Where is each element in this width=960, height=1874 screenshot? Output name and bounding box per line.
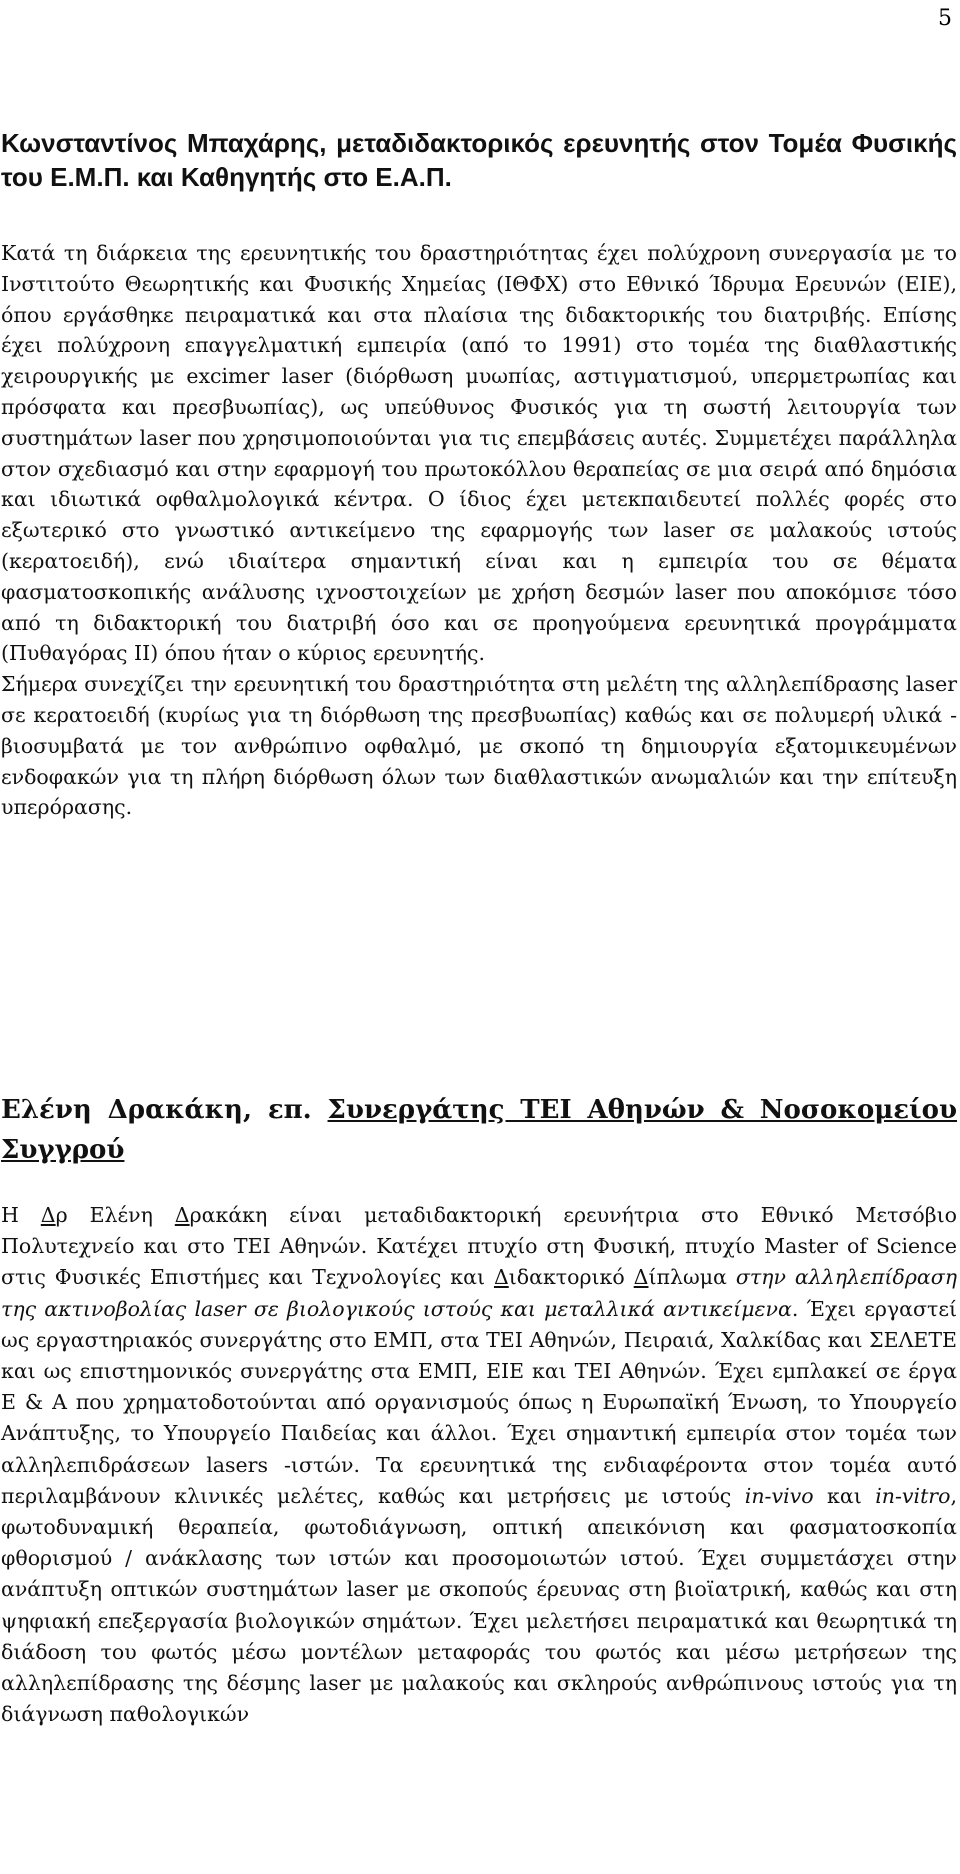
italic-text: in-vivo (744, 1483, 814, 1508)
section-drakaki-body (1, 1200, 957, 1730)
underlined-letter: Δ (174, 1203, 190, 1227)
section-bacharis (1, 126, 957, 194)
paragraph: Σήμερα συνεχίζει την ερευνητική του δραστηριότητα στη μελέτη της αλληλεπίδρασης laser σε κερατοειδή (κυρίως για τη διόρθωση της πρεσβυωπίας) καθώς και σε πολυμερή υλικά - βιοσυμβατά με τον ανθρώπινο οφθαλμό, με σκοπό τη δημιουργία εξατομικευμένων ενδοφακών για τη πλήρη διόρθωση όλων των διαθλαστικών ανωμαλιών και την επίτευξη υπερόρασης. (1, 672, 957, 820)
paragraph: Κατά τη διάρκεια της ερευνητικής του δραστηριότητας έχει πολύχρονη συνεργασία με το Ινστιτούτο Θεωρητικής και Φυσικής Χημείας (ΙΘΦΧ) στο Εθνικό Ίδρυμα Ερευνών (ΕΙΕ), όπου εργάσθηκε πειραματικά και στα πλαίσια της διδακτορικής του διατριβής. Επίσης έχει πολύχρονη επαγγελματική εμπειρία (από το 1991) στο τομέα της διαθλαστικής χειρουργικής με excimer laser (διόρθωση μυωπίας, αστιγματισμού, υπερμετρωπίας και πρόσφατα και πρεσβυωπίας), ως υπεύθυνος Φυσικός για τη σωστή λειτουργία των συστημάτων laser που χρησιμοποιούνται για τις επεμβάσεις αυτές. Συμμετέχει παράλληλα στον σχεδιασμό και στην εφαρμογή του πρωτοκόλλου θεραπείας σε μια σειρά από δημόσια και ιδιωτικά οφθαλμολογικά κέντρα. Ο ίδιος έχει μετεκπαιδευτεί πολλές φορές στο εξωτερικό στο γνωστικό αντικείμενο της εφαρμογής των laser σε μαλακούς ιστούς (κερατοειδή), ενώ ιδιαίτερα σημαντική είναι και η εμπειρία του σε θέματα φασματοσκοπικής ανάλυσης ιχνοστοιχείων με χρήση δεσμών laser που αποκόμισε τόσο από τη διδακτορική του διατριβή όσο και σε προηγούμενα ερευνητικά προγράμματα (Πυθαγόρας ΙΙ) όπου ήταν ο κύριος ερευνητής. (1, 241, 957, 666)
text-run: , φωτοδυναμική θεραπεία, φωτοδιάγνωση, οπτική απεικόνιση και φασματοσκοπία φθορισμού / ανάκλασης των ιστών και προσομοιωτών ιστού. Έχει συμμετάσχει στην ανάπτυξη οπτικών συστημάτων laser με σκοπούς έρευνας στη βιοϊατρική, καθώς και στη ψηφιακή επεξεργασία βιολογικών σημάτων. Έχει μελετήσει πειραματικά και θεωρητικά τη διάδοση του φωτός μέσω μοντέλων μεταφοράς του φωτός και μέσω μετρήσεων της αλληλεπίδρασης της δέσμης laser με μαλακούς και σκληρούς ανθρώπινους ιστούς για τη διάγνωση παθολογικών (1, 1483, 957, 1727)
section-bacharis-body (1, 238, 957, 823)
italic-text: in-vitro (875, 1483, 951, 1508)
section-heading: Κωνσταντίνος Μπαχάρης, μεταδιδακτορικός ερευνητής στον Τομέα Φυσικής του Ε.Μ.Π. και Καθηγητής στο Ε.Α.Π. (1, 128, 957, 192)
text-run: ίπλωμα (648, 1265, 736, 1290)
underlined-letter: Δ (633, 1265, 649, 1290)
page-number: 5 (938, 6, 952, 31)
text-run: ρακάκη είναι μεταδιδακτορική ερευνήτρια στο Εθνικό Μετσόβιο Πολυτεχνείο και στο ΤΕΙ Αθηνών. Κατέχει πτυχίο στη Φυσική, πτυχίο Master of Science στις Φυσικές Επιστήμες και Τεχνολογίες και (1, 1203, 957, 1290)
text-run: . Έχει εργαστεί ως εργαστηριακός συνεργάτης στο ΕΜΠ, στα ΤΕΙ Αθηνών, Πειραιά, Χαλκίδας και ΣΕΛΕΤΕ και ως επιστημονικός συνεργάτης στα ΕΜΠ, ΕΙΕ και ΤΕΙ Αθηνών. Έχει εμπλακεί σε έργα Ε & Α που χρηματοδοτούνται από οργανισμούς όπως η Ευρωπαϊκή Ένωση, το Υπουργείο Ανάπτυξης, το Υπουργείο Παιδείας και άλλοι. Έχει σημαντική εμπειρία στον τομέα των αλληλεπιδράσεων lasers -ιστών. Τα ερευνητικά της ενδιαφέροντα στον τομέα αυτό περιλαμβάνουν κλινικές μελέτες, καθώς και μετρήσεις με ιστούς (1, 1296, 957, 1508)
text-run: ρ Ελένη (55, 1203, 175, 1227)
text-run: ιδακτορικό (508, 1265, 634, 1290)
text-run: και (813, 1483, 876, 1508)
italic-text: στην αλληλεπίδραση της ακτινοβολίας laser σε βιολογικούς ιστούς και μεταλλικά αντικείμενα (1, 1265, 957, 1321)
heading-name: Ελένη Δρακάκη (1, 1095, 243, 1125)
section-heading (1, 1090, 957, 1170)
heading-separator: , επ. (242, 1095, 328, 1125)
paragraph (1, 1200, 957, 1730)
text-run: Η (1, 1203, 41, 1227)
underlined-letter: Δ (493, 1265, 509, 1290)
heading-role: Συνεργάτης ΤΕΙ Αθηνών & Νοσοκομείου Συγγρού (1, 1095, 958, 1165)
underlined-letter: Δ (40, 1203, 56, 1227)
section-drakaki (1, 1090, 957, 1170)
